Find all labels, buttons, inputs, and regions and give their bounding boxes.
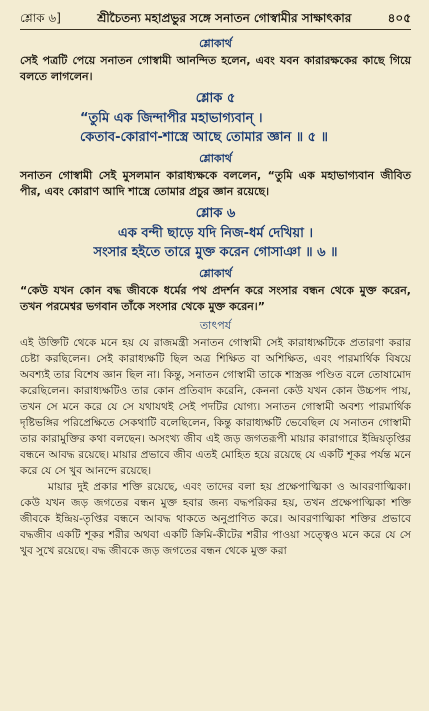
translation-heading: শ্লোকার্থ xyxy=(199,267,232,280)
running-title: শ্রীচৈতন্য মহাপ্রভুর সঙ্গে সনাতন গোস্বামীর সাক্ষাৎকার xyxy=(97,11,352,25)
verse-line: কেতাব-কোরাণ-শাস্ত্রে আছে তোমার জ্ঞান ॥ ৫ ॥ xyxy=(80,130,328,145)
translation-text: সনাতন গোস্বামী সেই মুসলমান কারাধ্যক্ষকে বললেন, “তুমি এক মহাভাগ্যবান জীবিত পীর, এবং কোরাণ আদি শাস্ত্রে তোমার প্রচুর জ্ঞান রয়েছে। xyxy=(20,169,411,198)
verse-line: সংসার হইতে তারে মুক্ত করেন গোসাঞা ॥ ৬ ॥ xyxy=(93,245,338,260)
verse-line: “তুমি এক জিন্দাপীর মহাভাগ্যবান্ । xyxy=(80,111,263,126)
verse-number: শ্লোক ৬ xyxy=(195,206,236,221)
page-number: ৪০৫ xyxy=(387,11,411,25)
page-header xyxy=(20,10,411,26)
translation-text: “কেউ যখন কোন বদ্ধ জীবকে ধর্মের পথ প্রদর্শন করে সংসার বন্ধন থেকে মুক্ত করেন, তখন পরমেশ্বর ভগবান তাঁকে সংসার থেকে মুক্ত করেন।” xyxy=(20,284,411,313)
translation-text: সেই পত্রটি পেয়ে সনাতন গোস্বামী আনন্দিত হলেন, এবং যবন কারারক্ষকের কাছে গিয়ে বলতে লাগলেন। xyxy=(20,54,411,83)
purport-paragraph: মায়ার দুই প্রকার শক্তি রয়েছে, এবং তাদের বলা হয় প্রক্ষেপাত্মিকা ও আবরণাত্মিকা। কেউ যখন জড় জগতের বন্ধন মুক্ত হবার জন্য বদ্ধপরিকর হয়, তখন প্রক্ষেপাত্মিকা শক্তি জীবকে ইন্দ্রিয়-তৃপ্তির বন্ধনে আবদ্ধ থাকতে অনুপ্রাণিত করে। আবরণাত্মিকা শক্তির প্রভাবে বদ্ধজীব একটি শূকর শরীর অথবা একটি ক্রিমি-কীটের শরীর পাওয়া সত্ত্বেও মনে করে যে সে খুব সুখে রয়েছে। বদ্ধ জীবকে জড় জগতের বন্ধন থেকে মুক্ত করা xyxy=(20,481,411,557)
translation-heading: শ্লোকার্থ xyxy=(199,37,232,50)
verse-number: শ্লোক ৫ xyxy=(195,91,236,106)
header-rule xyxy=(20,29,411,30)
purport-paragraph: এই উক্তিটি থেকে মনে হয় যে রাজমন্ত্রী সনাতন গোস্বামী সেই কারাধ্যক্ষটিকে প্রতারণা করার চেষ্টা করছিলেন। সেই কারাধ্যক্ষটি ছিল অত্র শিক্ষিত বা অশিক্ষিত, এবং পারমার্থিক বিষয়ে অবশ্যই তার বিশেষ জ্ঞান ছিল না। কিন্তু, সনাতন গোস্বামী তাকে শাস্ত্রজ্ঞ পণ্ডিত বলে তোষামোদ করেছিলেন। কারাধ্যক্ষটিও তার কোন প্রতিবাদ করেনি, কেননা কেউ যখন কোন উচ্চপদ পায়, তখন সে মনে করে যে সে যথাযথই সেই পদটির যোগ্য। সনাতন গোস্বামী অবশ্য পারমার্থিক দৃষ্টিভঙ্গির পরিপ্রেক্ষিতে সেকথাটি বলেছিলেন, কিন্তু কারাধ্যক্ষটি ভেবেছিল যে সনাতন গোস্বামী তার কারামুক্তির কথা বলছেন। অসংখ্য জীব এই জড় জগতরূপী মায়ার কারাগারে ইন্দ্রিয়তৃপ্তির বন্ধনে আবদ্ধ রয়েছে। মায়ার প্রভাবে জীব এতই মোহিত হয়ে রয়েছে যে একটি শূকর পর্যন্ত মনে করে যে সে খুব আনন্দে রয়েছে। xyxy=(20,337,411,477)
verse-line: এক বন্দী ছাড়ে যদি নিজ-ধর্ম দেখিয়া । xyxy=(117,226,314,241)
translation-heading: শ্লোকার্থ xyxy=(199,152,232,165)
purport-heading: তাৎপর্য xyxy=(199,319,232,332)
verse-range: শ্লোক ৬] xyxy=(20,11,61,25)
